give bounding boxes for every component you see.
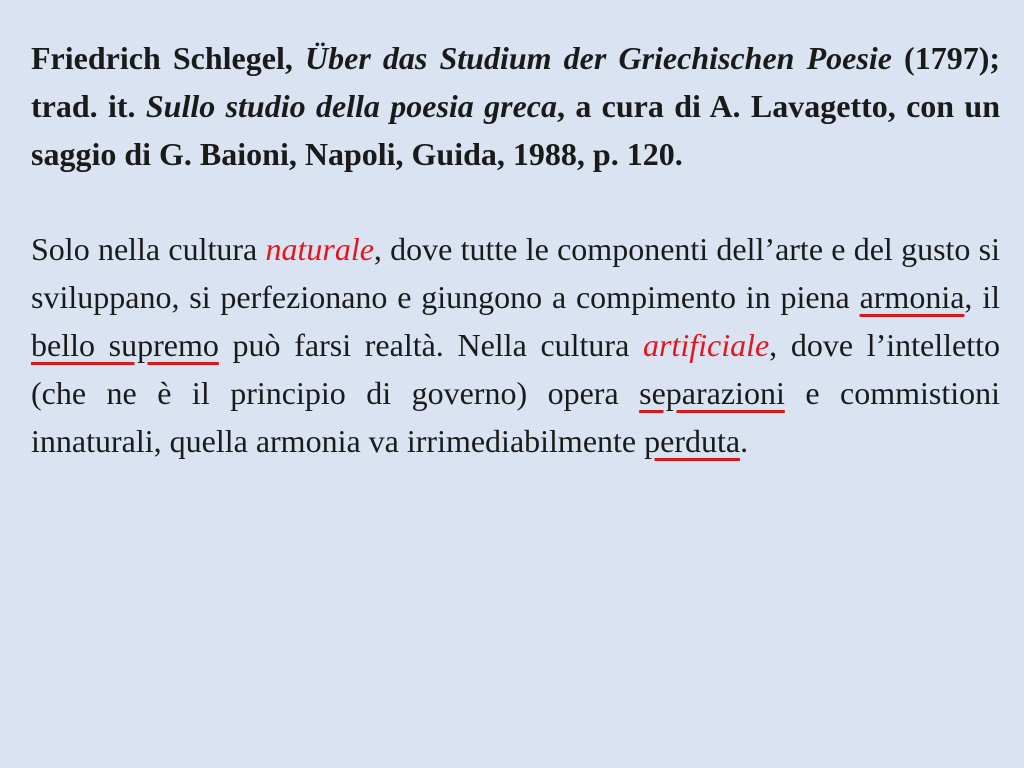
citation-author: Friedrich Schlegel, <box>31 40 305 76</box>
underlined-separazioni: separazioni <box>639 375 785 411</box>
citation-translation-title: Sullo studio della poesia greca <box>145 88 557 124</box>
citation-year-translation: (1797); trad. it. <box>31 40 1001 124</box>
quoted-passage <box>31 225 1000 465</box>
passage-text: . <box>740 423 749 459</box>
underlined-armonia: armonia <box>859 279 965 315</box>
citation-work-title: Über das Studium der Griechischen Poesie <box>305 40 892 76</box>
bibliographic-citation <box>31 34 1000 178</box>
passage-text: Solo nella cultura <box>31 231 266 267</box>
passage-text: , dove tutte le componenti dell’arte e del gusto si sviluppano, si perfezionano e giungono a compimento in piena <box>31 231 1001 315</box>
underlined-bello-supremo: bello supremo <box>31 327 219 363</box>
passage-text: , il <box>964 279 1000 315</box>
passage-text: può farsi realtà. Nella cultura <box>218 327 643 363</box>
passage-text: e commistioni innaturali, quella armonia va irrimediabilmente <box>31 375 1000 459</box>
underlined-perduta: perduta <box>644 423 741 459</box>
citation-publication-details: , a cura di A. Lavagetto, con un saggio di G. Baioni, Napoli, Guida, 1988, p. 120. <box>31 88 1001 172</box>
keyword-naturale: naturale <box>265 231 374 267</box>
passage-text: , dove l’intelletto (che ne è il principio di governo) opera <box>31 327 1001 411</box>
keyword-artificiale: artificiale <box>642 327 770 363</box>
